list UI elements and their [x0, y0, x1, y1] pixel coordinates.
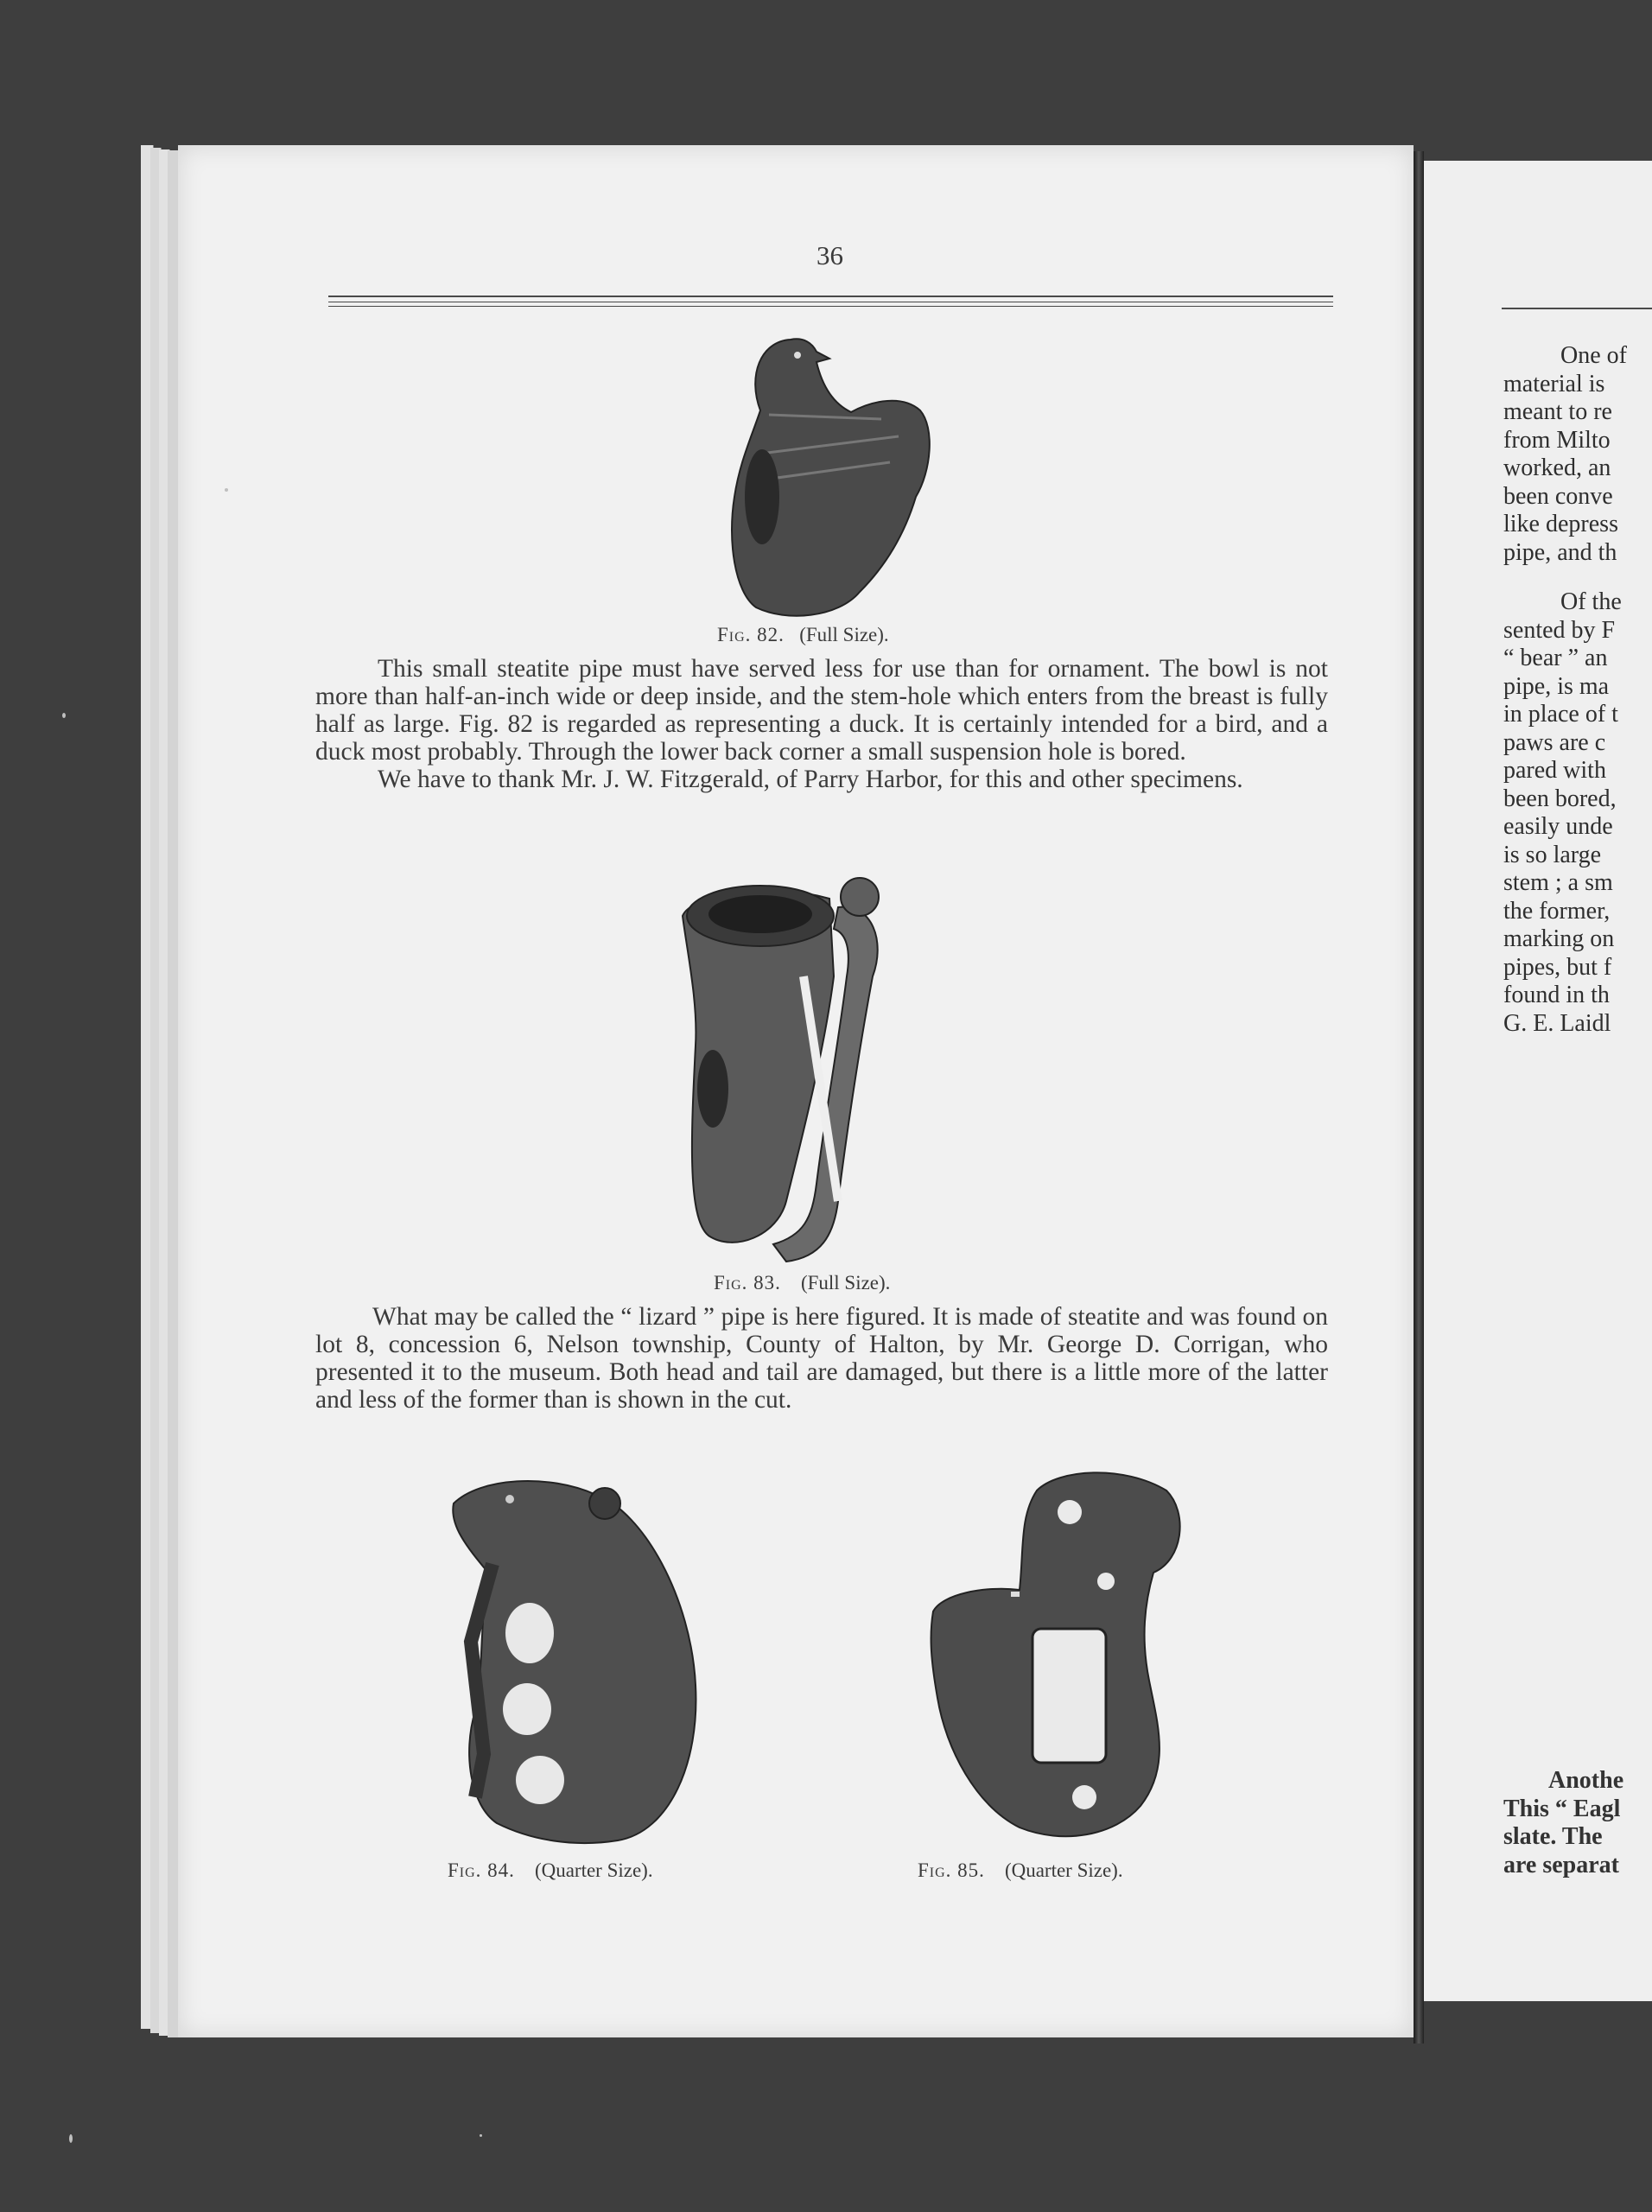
text-line: found in th	[1503, 982, 1610, 1008]
text-line: meant to re	[1503, 398, 1612, 425]
text-line: easily unde	[1503, 813, 1613, 840]
fig84-size: (Quarter Size).	[534, 1859, 653, 1881]
text-line: sented by F	[1503, 616, 1616, 644]
fig82-caption	[717, 624, 889, 646]
text-line: is so large	[1503, 841, 1602, 868]
right-page-text-block-1	[1503, 342, 1652, 567]
scan-speck	[62, 713, 66, 718]
fig85-label: Fig. 85.	[918, 1859, 985, 1881]
fig85-caption	[918, 1859, 1123, 1882]
fig83-lizard-pipe-illustration	[674, 873, 950, 1270]
text-line: One of	[1560, 342, 1627, 369]
text-line: been bored,	[1503, 785, 1617, 812]
text-line: paws are c	[1503, 728, 1606, 756]
text-line: pipe, is ma	[1503, 672, 1610, 700]
text-line: pipe, and th	[1503, 538, 1617, 566]
scan-speck	[225, 488, 228, 492]
fig84-label: Fig. 84.	[448, 1859, 515, 1881]
right-page-text-block-3	[1503, 1767, 1652, 1879]
text-line: the former,	[1503, 897, 1611, 925]
header-rule	[328, 296, 1333, 297]
fig82-size: (Full Size).	[799, 624, 889, 645]
book-gutter	[1414, 151, 1424, 2044]
fig83-size: (Full Size).	[800, 1272, 891, 1294]
scan-speck	[69, 2134, 73, 2143]
text-line: from Milto	[1503, 426, 1611, 454]
fig83-caption	[714, 1272, 890, 1294]
text-line: marking on	[1503, 925, 1615, 952]
fig84-bear-pipe-illustration	[445, 1469, 704, 1849]
text-line: material is	[1503, 370, 1605, 397]
fig82-label: Fig. 82.	[717, 624, 785, 645]
fig83-label: Fig. 83.	[714, 1272, 781, 1294]
right-page-text-block-2	[1503, 588, 1652, 1038]
text-line: pared with	[1503, 757, 1606, 784]
right-header-rule	[1502, 308, 1652, 309]
text-line: “ bear ” an	[1503, 645, 1608, 671]
text-line: Of the	[1560, 588, 1622, 615]
fig84-caption	[448, 1859, 653, 1882]
paragraph-duck-pipe: This small steatite pipe must have served less for use than for ornament. The bowl is not more than half-an-inch wide or deep inside, and the stem-hole which enters from the breast is fully half as large. Fig. 82 is regarded as representing a duck. It is certainly intended for a bird, and a duck most probably. Through the lower back corner a small suspension hole is bored.	[315, 655, 1328, 766]
text-line: G. E. Laidl	[1503, 1009, 1611, 1037]
text-line: stem ; a sm	[1503, 869, 1613, 896]
paragraph-lizard-pipe: What may be called the “ lizard ” pipe is here figured. It is made of steatite and was found on lot 8, concession 6, Nelson township, County of Halton, by Mr. George D. Corrigan, who presented it to the museum. Both head and tail are damaged, but there is a little more of the latter and less of the former than is shown in the cut.	[315, 1303, 1328, 1414]
text-line: are separat	[1503, 1851, 1619, 1878]
text-line: like depress	[1503, 511, 1618, 537]
scan-speck	[480, 2134, 482, 2137]
text-line: in place of t	[1503, 701, 1618, 728]
fig85-animal-pipe-illustration	[916, 1465, 1192, 1849]
page-number: 36	[816, 240, 843, 270]
text-line: slate. The	[1503, 1823, 1603, 1850]
text-line: Anothe	[1548, 1767, 1624, 1794]
text-line: been conve	[1503, 482, 1613, 510]
text-line: This “ Eagl	[1503, 1795, 1621, 1822]
header-rule	[328, 306, 1333, 307]
text-line: worked, an	[1503, 454, 1611, 481]
text-line: pipes, but f	[1503, 953, 1612, 981]
fig82-bird-pipe-illustration	[708, 333, 942, 626]
paragraph-thanks: We have to thank Mr. J. W. Fitzgerald, of Parry Harbor, for this and other specimens.	[378, 766, 1243, 793]
fig85-size: (Quarter Size).	[1004, 1859, 1123, 1881]
